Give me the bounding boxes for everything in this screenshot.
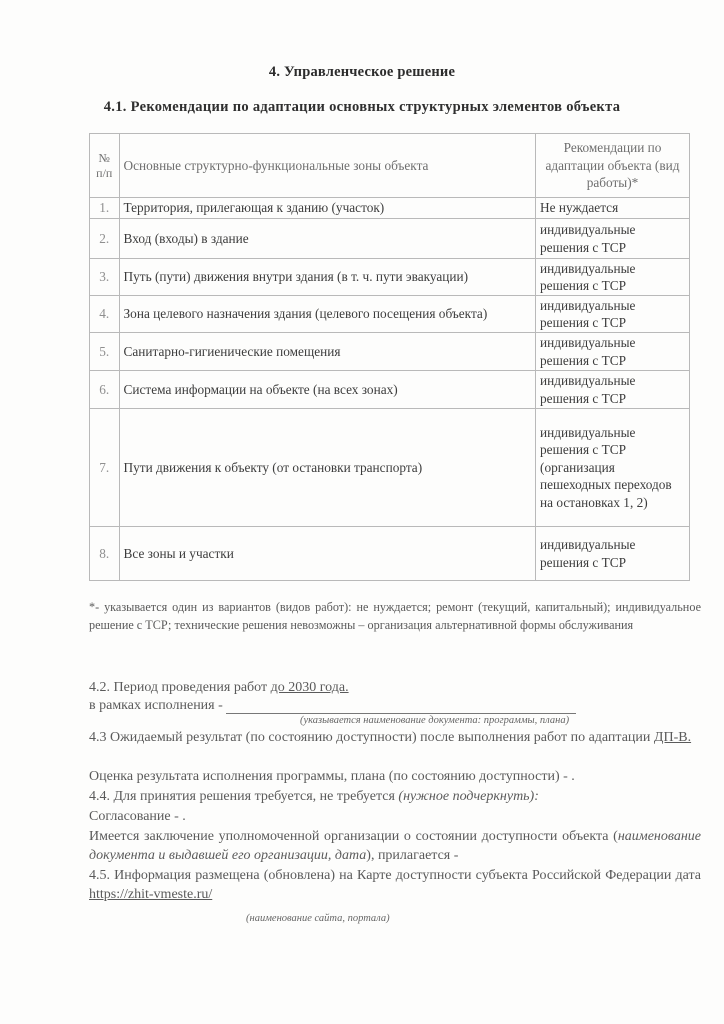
row-zone: Санитарно-гигиенические помещения [119,333,536,371]
decision-required-note: (нужное подчеркнуть): [398,789,539,804]
recommendations-table [89,133,690,581]
row-recommendation: индивидуальные решения с ТСР (организация пешеходных переходов на остановках 1, 2) [536,409,690,527]
row-zone: Вход (входы) в здание [119,219,536,259]
row-recommendation: индивидуальные решения с ТСР [536,296,690,333]
row-num: 3. [90,259,120,296]
work-period-label: 4.2. Период проведения работ [89,680,271,695]
table-row [90,527,690,581]
row-recommendation: индивидуальные решения с ТСР [536,527,690,581]
decision-required-line [89,789,701,805]
expected-result-label: 4.3 Ожидаемый результат (по состоянию доступности) после выполнения работ по адаптации [89,730,654,745]
execution-label: в рамках исполнения - [89,698,223,713]
header-recommendation: Рекомендации по адаптации объекта (вид работы)* [536,134,690,198]
row-recommendation: индивидуальные решения с ТСР [536,219,690,259]
expected-result-value: ДП-В. [653,730,692,745]
table-header-row [90,134,690,198]
table-row [90,371,690,409]
row-recommendation: индивидуальные решения с ТСР [536,259,690,296]
row-num: 5. [90,333,120,371]
conclusion-paragraph [89,827,701,865]
row-num: 6. [90,371,120,409]
document-name-note: (указывается наименование документа: программы, плана) [300,715,570,726]
row-num: 1. [90,198,120,219]
decision-required-label: 4.4. Для принятия решения требуется, не требуется [89,789,399,804]
row-num: 2. [90,219,120,259]
row-zone: Все зоны и участки [119,527,536,581]
table-row [90,219,690,259]
table-row [90,198,690,219]
subsection-title: 4.1. Рекомендации по адаптации основных структурных элементов объекта [103,99,621,115]
execution-line [89,698,701,714]
row-zone: Пути движения к объекту (от остановки транспорта) [119,409,536,527]
map-info-text: 4.5. Информация размещена (обновлена) на Карте доступности субъекта Российской Федерации дата [89,868,701,883]
table-row [90,333,690,371]
map-info-paragraph [89,866,701,904]
conclusion-note: наименование документа и выдавшей его организации, дата [89,829,701,863]
row-recommendation: индивидуальные решения с ТСР [536,333,690,371]
table-row [90,259,690,296]
conclusion-text-start: Имеется заключение уполномоченной организации о состоянии доступности объекта ( [89,829,618,844]
site-link[interactable]: https://zhit-vmeste.ru/ [89,887,213,902]
table-row [90,409,690,527]
document-name-blank [226,699,576,714]
row-num: 7. [90,409,120,527]
row-recommendation: Не нуждается [536,198,690,219]
table-footnote: *- указывается один из вариантов (видов работ): не нуждается; ремонт (текущий, капитальный); индивидуальное решение с ТСР; технические решения невозможны – организация альтернативной формы обслуживания [89,600,701,632]
work-period-line [89,680,701,696]
result-evaluation: Оценка результата исполнения программы, плана (по состоянию доступности) - . [89,769,575,784]
row-num: 4. [90,296,120,333]
approval-line: Согласование - . [89,809,186,824]
row-zone: Зона целевого назначения здания (целевого посещения объекта) [119,296,536,333]
table-row [90,296,690,333]
header-num: № п/п [90,134,120,198]
conclusion-text-end: ), прилагается - [366,848,459,863]
section-title: 4. Управленческое решение [268,64,456,80]
work-period-value: до 2030 года. [270,680,349,695]
row-num: 8. [90,527,120,581]
site-name-note: (наименование сайта, портала) [246,913,390,924]
row-zone: Путь (пути) движения внутри здания (в т. ч. пути эвакуации) [119,259,536,296]
row-zone: Система информации на объекте (на всех зонах) [119,371,536,409]
row-zone: Территория, прилегающая к зданию (участок) [119,198,536,219]
row-recommendation: индивидуальные решения с ТСР [536,371,690,409]
expected-result [89,729,701,747]
header-zone: Основные структурно-функциональные зоны объекта [119,134,536,198]
